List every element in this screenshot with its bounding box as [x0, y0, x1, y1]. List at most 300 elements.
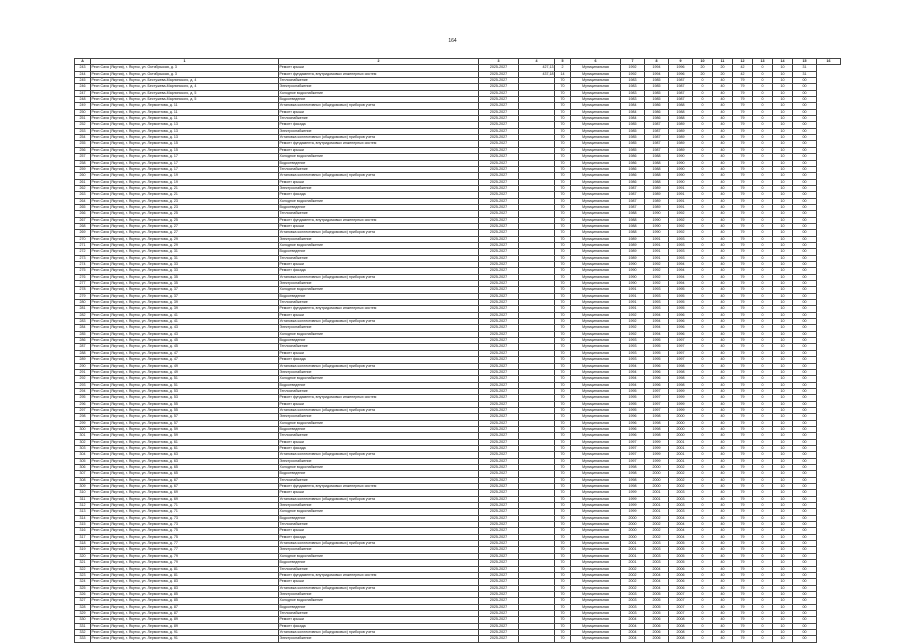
table-cell: 2004: [621, 636, 645, 642]
table-cell: 10: [773, 287, 793, 293]
table-cell: Респ Саха (Якутия), г. Якутск, ул. Лермонтова, д. 49: [91, 363, 279, 369]
table-cell: Муниципальная: [571, 350, 621, 356]
table-cell: 1988: [645, 160, 669, 166]
table-cell: Теплоснабжение: [279, 388, 479, 394]
table-cell: 0: [693, 388, 713, 394]
table-cell: 2003: [621, 610, 645, 616]
table-cell: Муниципальная: [571, 445, 621, 451]
table-cell: Ремонт крыши: [279, 439, 479, 445]
table-cell: Респ Саха (Якутия), г. Якутск, ул. Лермонтова, д. 91: [91, 629, 279, 635]
table-cell: 79: [733, 217, 753, 223]
table-cell: Теплоснабжение: [279, 300, 479, 306]
table-cell: 1990: [621, 281, 645, 287]
table-cell: 1990: [669, 160, 693, 166]
table-cell: Муниципальная: [571, 319, 621, 325]
table-cell: 40: [713, 242, 733, 248]
table-cell: Респ Саха (Якутия), г. Якутск, ул. Лермонтова, д. 83: [91, 585, 279, 591]
table-cell: Электроснабжение: [279, 547, 479, 553]
table-cell: 40: [713, 300, 733, 306]
table-cell: 79: [733, 128, 753, 134]
table-cell: 20: [693, 65, 713, 71]
table-cell: Муниципальная: [571, 103, 621, 109]
table-cell: 1987: [669, 97, 693, 103]
table-cell: 79: [733, 344, 753, 350]
header-cell: 12: [733, 59, 753, 65]
table-cell: 2003: [645, 553, 669, 559]
table-cell: 70: [555, 160, 571, 166]
table-cell: 325: [75, 585, 91, 591]
table-cell: 10: [773, 395, 793, 401]
table-cell: 70: [555, 274, 571, 280]
table-cell: 2006: [669, 566, 693, 572]
table-cell: 261: [75, 179, 91, 185]
table-cell: 79: [733, 382, 753, 388]
table-cell: 0: [693, 395, 713, 401]
table-cell: 0: [693, 344, 713, 350]
table-cell: 00: [793, 591, 817, 597]
table-cell: 0: [753, 617, 773, 623]
table-cell: Респ Саха (Якутия), г. Якутск, ул. Лермонтова, д. 85: [91, 598, 279, 604]
table-cell: 79: [733, 363, 753, 369]
table-cell: 10: [773, 154, 793, 160]
table-cell: 0: [693, 547, 713, 553]
table-cell: 2025-2027: [479, 598, 519, 604]
table-cell: 40: [713, 433, 733, 439]
table-cell: 40: [713, 382, 733, 388]
table-cell: Муниципальная: [571, 78, 621, 84]
table-cell: 1996: [645, 369, 669, 375]
table-cell: 2025-2027: [479, 572, 519, 578]
table-cell: 1999: [669, 407, 693, 413]
table-cell: 1989: [669, 128, 693, 134]
table-cell: 40: [713, 401, 733, 407]
table-cell: 00: [793, 407, 817, 413]
table-cell: 1988: [621, 223, 645, 229]
table-cell: 2025-2027: [479, 636, 519, 642]
table-cell: Ремонт крыши: [279, 223, 479, 229]
table-cell: 1985: [621, 122, 645, 128]
table-cell: 0: [693, 325, 713, 331]
table-cell: 0: [693, 503, 713, 509]
table-cell: 70: [555, 445, 571, 451]
table-cell: 10: [773, 477, 793, 483]
table-cell: Респ Саха (Якутия), г. Якутск, ул. Лермонтова, д. 87: [91, 604, 279, 610]
table-cell: Респ Саха (Якутия), г. Якутск, ул. Лермонтова, д. 27: [91, 223, 279, 229]
table-cell: 00: [793, 496, 817, 502]
table-cell: 2025-2027: [479, 236, 519, 242]
table-cell: 00: [793, 465, 817, 471]
table-cell: 0: [693, 452, 713, 458]
table-cell: 0: [693, 541, 713, 547]
table-cell: 0: [753, 560, 773, 566]
table-cell: 0: [753, 274, 773, 280]
table-cell: 2025-2027: [479, 484, 519, 490]
table-cell: 0: [693, 617, 713, 623]
table-cell: 1992: [645, 274, 669, 280]
table-cell: 1985: [621, 141, 645, 147]
table-cell: 1997: [621, 445, 645, 451]
table-cell: Муниципальная: [571, 617, 621, 623]
table-cell: 265: [75, 204, 91, 210]
table-cell: 0: [693, 350, 713, 356]
table-cell: 2007: [669, 591, 693, 597]
table-cell: 79: [733, 325, 753, 331]
table-cell: 20: [693, 71, 713, 77]
table-cell: Респ Саха (Якутия), г. Якутск, ул. Лермонтова, д. 37: [91, 293, 279, 299]
table-cell: Холодное водоснабжение: [279, 465, 479, 471]
table-cell: 40: [713, 579, 733, 585]
table-cell: 2005: [669, 560, 693, 566]
table-cell: 1996: [669, 331, 693, 337]
table-cell: Холодное водоснабжение: [279, 242, 479, 248]
table-cell: 1989: [669, 141, 693, 147]
table-cell: 1983: [621, 90, 645, 96]
header-cell: 10: [693, 59, 713, 65]
table-cell: 2002: [669, 465, 693, 471]
table-cell: Респ Саха (Якутия), г. Якутск, ул. Лермонтова, д. 23: [91, 198, 279, 204]
table-cell: 1995: [669, 300, 693, 306]
table-cell: 00: [793, 230, 817, 236]
table-cell: 2025-2027: [479, 230, 519, 236]
table-cell: 00: [793, 623, 817, 629]
table-cell: Ремонт крыши: [279, 109, 479, 115]
table-cell: 2025-2027: [479, 242, 519, 248]
table-cell: 1991: [669, 204, 693, 210]
table-cell: 00: [793, 242, 817, 248]
table-cell: 2007: [669, 604, 693, 610]
table-cell: 40: [713, 109, 733, 115]
table-cell: Респ Саха (Якутия), г. Якутск, ул. Лермонтова, д. 35: [91, 281, 279, 287]
table-cell: 1995: [621, 395, 645, 401]
table-cell: 70: [555, 147, 571, 153]
table-cell: 10: [773, 185, 793, 191]
table-cell: Ремонт фундамента, внутридомовых инженерных систем: [279, 217, 479, 223]
table-cell: Респ Саха (Якутия), г. Якутск, ул. Лермонтова, д. 43: [91, 325, 279, 331]
table-cell: 10: [773, 534, 793, 540]
table-cell: 1991: [621, 287, 645, 293]
table-cell: Установка коллективных (общедомовых) приборов учета: [279, 541, 479, 547]
table-cell: 1997: [621, 452, 645, 458]
table-cell: 2025-2027: [479, 515, 519, 521]
table-cell: Электроснабжение: [279, 236, 479, 242]
table-cell: 00: [793, 509, 817, 515]
table-cell: 0: [693, 287, 713, 293]
table-cell: Ремонт фасада: [279, 192, 479, 198]
table-cell: 1994: [645, 65, 669, 71]
header-cell: 11: [713, 59, 733, 65]
table-cell: 70: [555, 515, 571, 521]
table-cell: 2025-2027: [479, 458, 519, 464]
table-cell: 00: [793, 629, 817, 635]
table-cell: Муниципальная: [571, 401, 621, 407]
table-cell: 0: [693, 465, 713, 471]
table-cell: 79: [733, 376, 753, 382]
table-cell: 322: [75, 566, 91, 572]
table-cell: 00: [793, 433, 817, 439]
table-cell: 79: [733, 604, 753, 610]
table-cell: 00: [793, 116, 817, 122]
table-cell: Респ Саха (Якутия), г. Якутск, ул. Лермонтова, д. 47: [91, 350, 279, 356]
table-cell: 0: [753, 598, 773, 604]
table-cell: 40: [713, 344, 733, 350]
table-cell: 0: [753, 363, 773, 369]
table-cell: 0: [753, 610, 773, 616]
table-cell: Муниципальная: [571, 515, 621, 521]
table-cell: 00: [793, 566, 817, 572]
table-cell: 1995: [669, 287, 693, 293]
table-cell: 10: [773, 579, 793, 585]
table-cell: 10: [773, 465, 793, 471]
table-cell: Электроснабжение: [279, 458, 479, 464]
table-cell: 2025-2027: [479, 547, 519, 553]
table-cell: 1994: [669, 268, 693, 274]
table-cell: 79: [733, 445, 753, 451]
table-cell: 10: [773, 166, 793, 172]
table-cell: 1994: [621, 382, 645, 388]
table-cell: 40: [713, 566, 733, 572]
table-cell: 1990: [669, 173, 693, 179]
table-cell: Респ Саха (Якутия), г. Якутск, ул. Бестужева-Марлинского, д. 4: [91, 84, 279, 90]
table-cell: 1991: [645, 242, 669, 248]
table-cell: 0: [753, 401, 773, 407]
table-cell: 0: [753, 350, 773, 356]
table-cell: Муниципальная: [571, 604, 621, 610]
table-cell: 79: [733, 465, 753, 471]
table-cell: 2002: [645, 515, 669, 521]
table-cell: 70: [555, 363, 571, 369]
table-cell: 40: [713, 293, 733, 299]
table-cell: 70: [555, 90, 571, 96]
table-cell: 70: [555, 325, 571, 331]
table-cell: Респ Саха (Якутия), г. Якутск, ул. Лермонтова, д. 11: [91, 116, 279, 122]
table-cell: Респ Саха (Якутия), г. Якутск, ул. Лермонтова, д. 41: [91, 312, 279, 318]
table-cell: Холодное водоснабжение: [279, 509, 479, 515]
table-cell: Респ Саха (Якутия), г. Якутск, ул. Лермонтова, д. 17: [91, 154, 279, 160]
table-cell: 10: [773, 350, 793, 356]
table-cell: 10: [773, 325, 793, 331]
table-cell: Респ Саха (Якутия), г. Якутск, ул. Лермонтова, д. 37: [91, 287, 279, 293]
table-cell: 2000: [669, 433, 693, 439]
table-cell: 1992: [621, 312, 645, 318]
table-cell: 2002: [645, 528, 669, 534]
table-cell: 1996: [645, 363, 669, 369]
table-cell: 2025-2027: [479, 204, 519, 210]
table-cell: 0: [753, 591, 773, 597]
table-cell: 2003: [621, 598, 645, 604]
table-cell: Теплоснабжение: [279, 116, 479, 122]
table-cell: 255: [75, 141, 91, 147]
table-cell: 10: [773, 71, 793, 77]
table-cell: 70: [555, 572, 571, 578]
register-table: [74, 58, 841, 643]
table-cell: 1990: [645, 211, 669, 217]
table-cell: 2: [555, 65, 571, 71]
table-cell: 0: [753, 522, 773, 528]
table-cell: 40: [713, 572, 733, 578]
table-cell: 437,18: [519, 71, 555, 77]
table-cell: 1993: [621, 338, 645, 344]
table-cell: 1985: [621, 128, 645, 134]
table-cell: 2001: [669, 445, 693, 451]
table-cell: 1984: [621, 109, 645, 115]
table-cell: 2025-2027: [479, 154, 519, 160]
table-cell: 2002: [621, 566, 645, 572]
table-cell: 0: [753, 198, 773, 204]
table-cell: 79: [733, 173, 753, 179]
table-cell: 00: [793, 553, 817, 559]
table-cell: 324: [75, 579, 91, 585]
table-cell: 1987: [645, 135, 669, 141]
table-cell: 00: [793, 312, 817, 318]
table-cell: 40: [713, 128, 733, 134]
table-cell: 40: [713, 135, 733, 141]
table-cell: 1990: [645, 217, 669, 223]
table-cell: 0: [753, 376, 773, 382]
table-cell: 2025-2027: [479, 300, 519, 306]
table-cell: 2025-2027: [479, 312, 519, 318]
table-cell: 00: [793, 547, 817, 553]
table-cell: Муниципальная: [571, 420, 621, 426]
table-cell: 0: [693, 484, 713, 490]
table-cell: 0: [753, 395, 773, 401]
table-cell: 1997: [645, 401, 669, 407]
table-cell: 0: [693, 223, 713, 229]
table-cell: 312: [75, 503, 91, 509]
table-cell: Респ Саха (Якутия), г. Якутск, ул. Лермонтова, д. 61: [91, 445, 279, 451]
table-cell: Электроснабжение: [279, 414, 479, 420]
table-cell: 79: [733, 515, 753, 521]
table-cell: Муниципальная: [571, 331, 621, 337]
table-cell: 1997: [669, 338, 693, 344]
table-cell: 79: [733, 319, 753, 325]
table-cell: 2006: [645, 629, 669, 635]
table-cell: 2000: [645, 471, 669, 477]
table-cell: 40: [713, 84, 733, 90]
table-cell: Муниципальная: [571, 109, 621, 115]
table-cell: 10: [773, 211, 793, 217]
table-cell: Ремонт крыши: [279, 65, 479, 71]
table-cell: 0: [753, 185, 773, 191]
table-cell: 00: [793, 160, 817, 166]
table-cell: 10: [773, 560, 793, 566]
table-cell: Муниципальная: [571, 598, 621, 604]
table-cell: Муниципальная: [571, 198, 621, 204]
table-cell: 313: [75, 509, 91, 515]
table-cell: 1999: [621, 490, 645, 496]
table-cell: 0: [693, 242, 713, 248]
table-cell: 317: [75, 534, 91, 540]
table-cell: 00: [793, 325, 817, 331]
table-cell: 79: [733, 300, 753, 306]
table-cell: Водоотведение: [279, 204, 479, 210]
table-cell: 1992: [645, 281, 669, 287]
table-cell: 2025-2027: [479, 553, 519, 559]
table-cell: 1995: [621, 388, 645, 394]
table-cell: 326: [75, 591, 91, 597]
table-cell: 0: [693, 534, 713, 540]
table-cell: 276: [75, 274, 91, 280]
table-cell: Респ Саха (Якутия), г. Якутск, ул. Лермонтова, д. 45: [91, 338, 279, 344]
table-cell: 2001: [669, 458, 693, 464]
table-cell: 10: [773, 230, 793, 236]
table-cell: Респ Саха (Якутия), г. Якутск, ул. Лермонтова, д. 17: [91, 160, 279, 166]
table-cell: 1987: [645, 122, 669, 128]
table-cell: 282: [75, 312, 91, 318]
header-cell: 15: [793, 59, 817, 65]
table-cell: 2025-2027: [479, 452, 519, 458]
table-cell: 2004: [645, 585, 669, 591]
table-cell: Водоотведение: [279, 560, 479, 566]
table-cell: 1986: [621, 160, 645, 166]
table-cell: 00: [793, 293, 817, 299]
table-cell: 1999: [645, 458, 669, 464]
table-cell: 2025-2027: [479, 445, 519, 451]
table-cell: 270: [75, 236, 91, 242]
table-cell: Установка коллективных (общедомовых) приборов учета: [279, 363, 479, 369]
table-cell: 70: [555, 249, 571, 255]
table-cell: 0: [693, 553, 713, 559]
table-cell: 40: [713, 217, 733, 223]
table-cell: 10: [773, 623, 793, 629]
table-cell: Муниципальная: [571, 262, 621, 268]
header-cell: 1: [91, 59, 279, 65]
table-cell: 1991: [621, 293, 645, 299]
table-cell: Респ Саха (Якутия), г. Якутск, ул. Лермонтова, д. 29: [91, 242, 279, 248]
table-cell: 2025-2027: [479, 439, 519, 445]
table-cell: 2001: [645, 490, 669, 496]
table-cell: 79: [733, 192, 753, 198]
table-cell: Муниципальная: [571, 211, 621, 217]
table-cell: 2005: [669, 547, 693, 553]
table-cell: Муниципальная: [571, 566, 621, 572]
table-cell: 2025-2027: [479, 503, 519, 509]
table-cell: 79: [733, 154, 753, 160]
table-cell: 79: [733, 204, 753, 210]
table-cell: 70: [555, 103, 571, 109]
table-cell: 79: [733, 135, 753, 141]
table-cell: 2004: [645, 566, 669, 572]
table-cell: 330: [75, 617, 91, 623]
table-cell: 10: [773, 541, 793, 547]
table-cell: 0: [753, 566, 773, 572]
table-cell: 40: [713, 465, 733, 471]
table-cell: 10: [773, 496, 793, 502]
table-cell: 00: [793, 173, 817, 179]
table-cell: Муниципальная: [571, 242, 621, 248]
table-cell: 1986: [645, 103, 669, 109]
table-cell: 00: [793, 490, 817, 496]
table-cell: 79: [733, 623, 753, 629]
table-cell: 10: [773, 122, 793, 128]
table-cell: 10: [773, 426, 793, 432]
table-cell: 40: [713, 211, 733, 217]
table-cell: 70: [555, 553, 571, 559]
table-cell: 2007: [669, 610, 693, 616]
table-cell: Муниципальная: [571, 534, 621, 540]
table-cell: 0: [753, 71, 773, 77]
table-cell: 1995: [645, 350, 669, 356]
table-cell: 10: [773, 598, 793, 604]
table-cell: 10: [773, 198, 793, 204]
table-cell: 0: [693, 509, 713, 515]
table-cell: 0: [693, 426, 713, 432]
table-cell: 1986: [621, 179, 645, 185]
table-cell: 00: [793, 420, 817, 426]
table-cell: 0: [693, 331, 713, 337]
table-cell: 40: [713, 623, 733, 629]
table-cell: 0: [753, 528, 773, 534]
table-cell: Муниципальная: [571, 84, 621, 90]
